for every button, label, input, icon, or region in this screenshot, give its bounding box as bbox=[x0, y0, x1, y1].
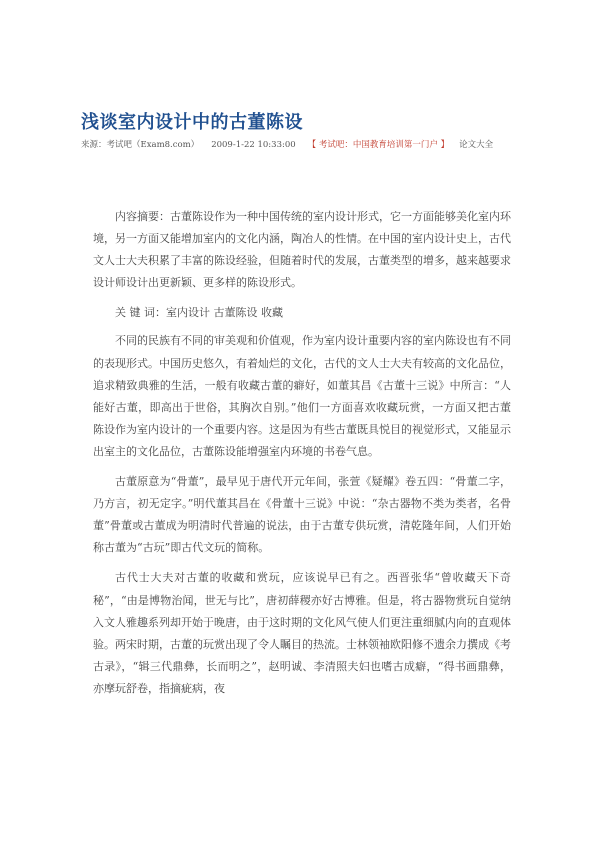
body-paragraph: 不同的民族有不同的审美观和价值观，作为室内设计重要内容的室内陈设也有不同的表现形式。中国历史悠久，有着灿烂的文化，古代的文人士大夫有较高的文化品位，追求精致典雅的生活，一般有收藏古董的癖好，如董其昌《古董十三说》中所言：“人能好古董，即高出于世俗，其胸次自别。”他们一方面喜欢收藏玩赏，一方面又把古董陈设作为室内设计的一个重要内容。这是因为有些古董既具悦目的视觉形式，又能显示出室主的文化品位，古董陈设能增强室内环境的书卷气息。 bbox=[93, 334, 511, 458]
body-paragraph: 古代士大夫对古董的收藏和赏玩，应该说早已有之。西晋张华“曾收藏天下奇秘”，“由是博物治闻，世无与比”，唐初薛稷亦好古博雅。但是，将古器物赏玩自觉纳入文人雅趣系列却开始于晚唐，由于这时期的文化风气使人们更注重细腻内向的直观体验。两宋时期，古董的玩赏出现了令人瞩目的热流。士林领袖欧阳修不遗余力撰成《考古录》，“辑三代鼎彝，长而明之”，赵明诚、李清照夫妇也嗜古成癖，“得书画鼎彝，亦摩玩舒卷，指摘疵病，夜 bbox=[93, 571, 511, 695]
publish-date: 2009-1-22 10:33:00 bbox=[211, 140, 296, 150]
article-title: 浅谈室内设计中的古董陈设 bbox=[81, 112, 303, 133]
article-body bbox=[93, 206, 511, 700]
article-meta bbox=[81, 138, 493, 150]
category-link[interactable]: 论文大全 bbox=[459, 140, 494, 150]
source-text: 来源：考试吧（Exam8.com） bbox=[81, 140, 200, 150]
keywords-paragraph: 关 键 词：室内设计 古董陈设 收藏 bbox=[115, 306, 283, 320]
portal-link[interactable]: 【 考试吧：中国教育培训第一门户 】 bbox=[307, 140, 450, 150]
body-paragraph: 古董原意为“骨董”，最早见于唐代开元年间，张萱《疑耀》卷五四：“骨董二字，乃方言，初无定字。”明代董其昌在《骨董十三说》中说：“杂古器物不类为类者，名骨董”骨董或古董成为明清时代普遍的说法，由于古董专供玩赏，清乾隆年间，人们开始称古董为“古玩”即古代文玩的简称。 bbox=[93, 475, 511, 555]
abstract-paragraph: 内容摘要：古董陈设作为一种中国传统的室内设计形式，它一方面能够美化室内环境，另一方面又能增加室内的文化内涵，陶冶人的性情。在中国的室内设计史上，古代文人士大夫积累了丰富的陈设经验，但随着时代的发展，古董类型的增多，越来越要求设计师设计出更新颖、更多样的陈设形式。 bbox=[93, 210, 511, 290]
